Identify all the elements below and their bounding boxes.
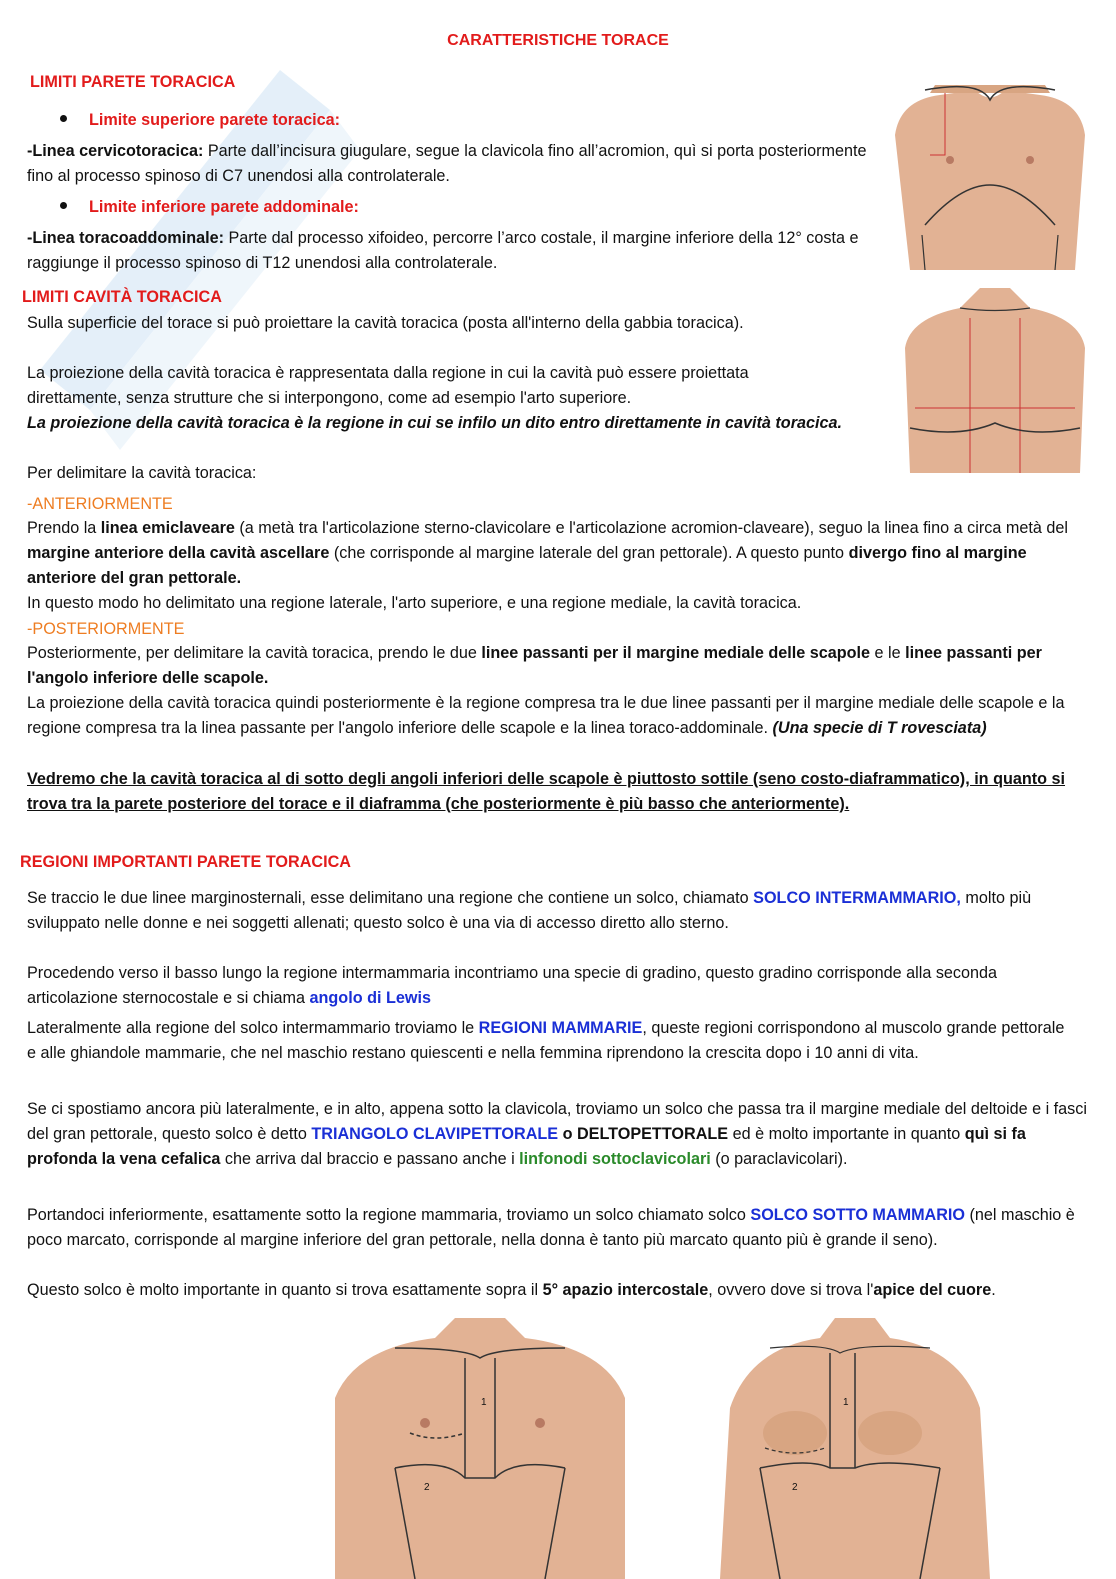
paragraph-apice-cuore xyxy=(27,1278,1089,1303)
figure-label-2: 2 xyxy=(424,1482,430,1493)
paragraph-seno-costo-diaframmatico: Vedremo che la cavità toracica al di sotto degli angoli inferiori delle scapole è piuttosto sottile (seno costo-diaframmatico), in quanto si trova tra la parete posteriore del torace e il diaframma (che posteriormente è più basso che anteriormente). xyxy=(27,770,1066,813)
bullet-label: Limite inferiore parete addominale: xyxy=(89,198,359,216)
paragraph-proiezione: La proiezione della cavità toracica è rappresentata dalla regione in cui la cavità può essere proiettata direttamente, senza strutture che si interpongono, come ad esempio l'arto superiore. xyxy=(27,364,749,407)
term: divergo fino al margine anteriore del gran pettorale. xyxy=(27,544,1027,587)
bullet-dot xyxy=(60,115,67,122)
term: o DELTOPETTORALE xyxy=(558,1125,729,1143)
figure-label-2-female: 2 xyxy=(792,1482,798,1493)
paragraph-anteriormente xyxy=(27,516,1089,591)
term: margine anteriore della cavità ascellare xyxy=(27,544,330,562)
text: (che corrisponde al margine laterale del gran pettorale). A questo punto xyxy=(329,544,849,562)
male-torso-figure xyxy=(335,1318,625,1579)
figure-label-1-female: 1 xyxy=(843,1397,849,1408)
paragraph-posteriormente xyxy=(27,641,1089,691)
text: , queste regioni corrispondono al muscolo grande pettorale e alle ghiandole mammarie, che nel maschio restano quiescenti e nella femmina riprendono la crescita dopo i 10 anni di vita. xyxy=(27,1019,1065,1062)
paragraph-superficie: Sulla superficie del torace si può proiettare la cavità toracica (posta all'interno della gabbia toracica). xyxy=(27,314,744,332)
paragraph-solco-sottomammario xyxy=(27,1203,1077,1253)
paragraph-solco-intermammario xyxy=(27,886,1089,936)
term: SOLCO SOTTO MAMMARIO xyxy=(750,1206,966,1224)
text: (o paraclavicolari). xyxy=(710,1150,848,1168)
text: ed è molto importante in quanto xyxy=(728,1125,965,1143)
term: linfonodi sottoclavicolari xyxy=(519,1150,711,1168)
term: linee passanti per il margine mediale delle scapole xyxy=(481,644,871,662)
term: quì si fa profonda la vena cefalica xyxy=(27,1125,1026,1168)
text: Posteriormente, per delimitare la cavità toracica, prendo le due xyxy=(27,644,482,662)
text: La proiezione della cavità toracica quindi posteriormente è la regione compresa tra le due linee passanti per il margine mediale delle scapole e la regione compresa tra la linea passante per l'angolo inferiore delle scapole e la linea toraco-addominale. xyxy=(27,694,1065,737)
bullet-limite-superiore xyxy=(60,108,340,133)
term: REGIONI MAMMARIE xyxy=(478,1019,643,1037)
text: (a metà tra l'articolazione sterno-clavicolare e l'articolazione acromion-claveare), seguo la linea fino a circa metà del xyxy=(234,519,1068,537)
section-heading-regioni: REGIONI IMPORTANTI PARETE TORACICA xyxy=(20,853,351,871)
figure-label-1: 1 xyxy=(481,1397,487,1408)
section-heading-limiti-parete: LIMITI PARETE TORACICA xyxy=(30,73,236,91)
term: linea emiclaveare xyxy=(100,519,235,537)
text: Parte dal processo xifoideo, percorre l’arco costale, il margine inferiore della 12° costa e raggiunge il processo spinoso di T12 unendosi alla controlaterale. xyxy=(27,229,859,272)
text: che arriva dal braccio e passano anche i xyxy=(220,1150,520,1168)
term: TRIANGOLO CLAVIPETTORALE xyxy=(311,1125,559,1143)
text: Parte dall’incisura giugulare, segue la clavicola fino all’acromion, quì si porta posteriormente fino al processo spinoso di C7 unendosi alla controlaterale. xyxy=(27,142,867,185)
text: Se traccio le due linee marginosternali, esse delimitano una regione che contiene un solco, chiamato xyxy=(27,889,754,907)
text: Prendo la xyxy=(27,519,101,537)
term: -Linea cervicotoracica: xyxy=(27,142,204,160)
paragraph-T-rovesciata xyxy=(27,691,1067,741)
text: Procedendo verso il basso lungo la regione intermammaria incontriamo una specie di gradino, questo gradino corrisponde alla seconda articolazione sternocostale e si chiama xyxy=(27,964,998,1007)
term: apice del cuore xyxy=(873,1281,992,1299)
paragraph-proiezione-dito: La proiezione della cavità toracica è la regione in cui se infilo un dito entro direttamente in cavità toracica. xyxy=(27,414,842,432)
text: molto più sviluppato nelle donne e nei soggetti allenati; questo solco è una via di accesso diretto allo sterno. xyxy=(27,889,1032,932)
term: -Linea toracoaddominale: xyxy=(27,229,224,247)
paragraph-regioni-mammarie xyxy=(27,1016,1077,1066)
subheading-anteriormente: -ANTERIORMENTE xyxy=(27,495,173,513)
page-title: CARATTERISTICHE TORACE xyxy=(447,32,669,49)
paragraph-delimitare: Per delimitare la cavità toracica: xyxy=(27,464,257,482)
bullet-dot xyxy=(60,202,67,209)
term: linee passanti per l'angolo inferiore delle scapole. xyxy=(27,644,1042,687)
term: 5° apazio intercostale xyxy=(542,1281,709,1299)
paragraph-cervicotoracica xyxy=(27,139,867,189)
paragraph-toracoaddominale xyxy=(27,226,867,276)
bullet-limite-inferiore xyxy=(60,195,359,220)
subheading-posteriormente: -POSTERIORMENTE xyxy=(27,620,185,638)
text: Questo solco è molto importante in quanto si trova esattamente sopra il xyxy=(27,1281,543,1299)
paragraph-angolo-lewis xyxy=(27,961,1089,1011)
text: e le xyxy=(870,644,906,662)
section-heading-limiti-cavita: LIMITI CAVITÀ TORACICA xyxy=(22,288,222,306)
anterior-torso-image xyxy=(890,75,1090,270)
term: SOLCO INTERMAMMARIO, xyxy=(753,889,961,907)
paragraph-triangolo-clavipettorale xyxy=(27,1097,1089,1172)
term: (Una specie di T rovesciata) xyxy=(772,719,987,737)
text: Lateralmente alla regione del solco intermammario troviamo le xyxy=(27,1019,479,1037)
text: Se ci spostiamo ancora più lateralmente, e in alto, appena sotto la clavicola, troviamo un solco che passa tra il margine mediale del deltoide e i fasci del gran pettorale, questo solco è detto xyxy=(27,1100,1087,1143)
text: . xyxy=(991,1281,996,1299)
bullet-label: Limite superiore parete toracica: xyxy=(89,111,340,129)
text: , ovvero dove si trova l' xyxy=(708,1281,874,1299)
posterior-torso-image xyxy=(900,278,1090,473)
text: (nel maschio è poco marcato, corrisponde al margine inferiore del gran pettorale, nella donna è tanto più marcato quanto più è grande il seno). xyxy=(27,1206,1075,1249)
paragraph-regione-laterale: In questo modo ho delimitato una regione laterale, l'arto superiore, e una regione mediale, la cavità toracica. xyxy=(27,594,802,612)
text: Portandoci inferiormente, esattamente sotto la regione mammaria, troviamo un solco chiamato solco xyxy=(27,1206,751,1224)
term: angolo di Lewis xyxy=(309,989,431,1007)
female-torso-figure xyxy=(720,1318,990,1579)
